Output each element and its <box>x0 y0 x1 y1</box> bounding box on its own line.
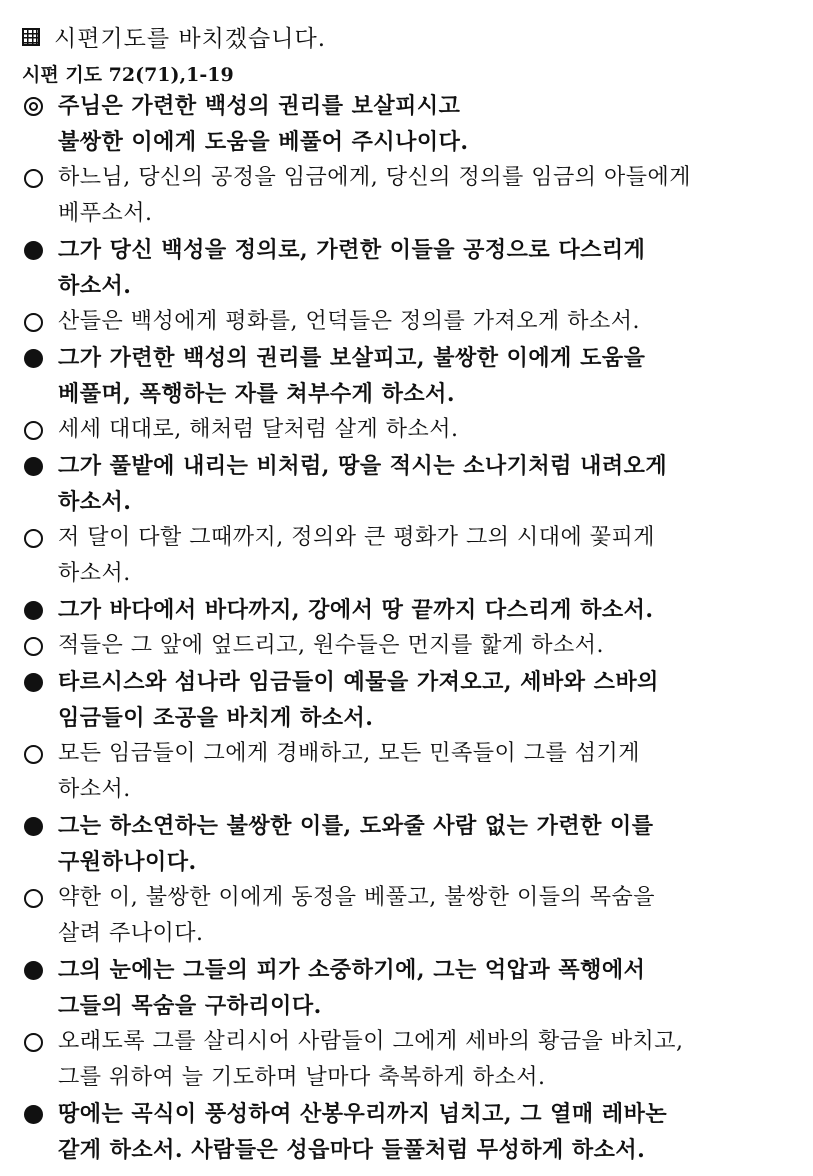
verse-line: 그가 당신 백성을 정의로, 가련한 이들을 공정으로 다스리게 <box>58 237 646 263</box>
filled-circle-icon <box>24 961 43 980</box>
prayer-heading <box>22 20 326 53</box>
filled-circle-icon <box>24 349 43 368</box>
verse-marker <box>18 340 58 376</box>
verse-marker <box>18 736 58 772</box>
response-verse <box>18 664 803 736</box>
verse-marker <box>18 664 58 700</box>
leader-verse <box>18 1024 803 1096</box>
verse-line: 땅에는 곡식이 풍성하여 산봉우리까지 넘치고, 그 열매 레바논 <box>58 1101 668 1127</box>
response-verse <box>18 592 803 628</box>
verse-line: 그가 바다에서 바다까지, 강에서 땅 끝까지 다스리게 하소서. <box>58 597 654 623</box>
leader-verse <box>18 880 803 952</box>
prayer-heading-text: 시편기도를 바치겠습니다. <box>54 26 327 52</box>
verse-line: 약한 이, 불쌍한 이에게 동정을 베풀고, 불쌍한 이들의 목숨을 <box>58 885 655 910</box>
filled-circle-icon <box>24 817 43 836</box>
open-circle-icon <box>24 529 43 548</box>
leader-verse <box>18 304 803 340</box>
verse-marker <box>18 1096 58 1132</box>
verse-marker <box>18 160 58 196</box>
verse-line: 모든 임금들이 그에게 경배하고, 모든 민족들이 그를 섬기게 <box>58 741 640 766</box>
response-verse <box>18 232 803 304</box>
verse-marker <box>18 412 58 448</box>
verse-marker <box>18 628 58 664</box>
verse-line: 적들은 그 앞에 엎드리고, 원수들은 먼지를 핥게 하소서. <box>58 633 604 658</box>
open-circle-icon <box>24 637 43 656</box>
double-circle-icon <box>24 97 43 116</box>
verse-line: 살려 주나이다. <box>58 921 204 946</box>
leader-verse <box>18 412 803 448</box>
open-circle-icon <box>24 889 43 908</box>
verse-marker <box>18 520 58 556</box>
verse-line: 그의 눈에는 그들의 피가 소중하기에, 그는 억압과 폭행에서 <box>58 957 646 983</box>
verse-line: 세세 대대로, 해처럼 달처럼 살게 하소서. <box>58 417 459 442</box>
verse-line: 그들의 목숨을 구하리이다. <box>58 993 322 1019</box>
verse-marker <box>18 88 58 124</box>
response-verse <box>18 1096 803 1168</box>
open-circle-icon <box>24 313 43 332</box>
response-verse <box>18 448 803 520</box>
response-verse <box>18 952 803 1024</box>
open-circle-icon <box>24 1033 43 1052</box>
verse-line: 그는 하소연하는 불쌍한 이를, 도와줄 사람 없는 가련한 이를 <box>58 813 654 839</box>
verse-marker <box>18 880 58 916</box>
verse-line: 하소서. <box>58 489 132 515</box>
leader-verse <box>18 520 803 592</box>
verse-marker <box>18 808 58 844</box>
verse-list <box>18 88 803 1168</box>
open-circle-icon <box>24 745 43 764</box>
verse-marker <box>18 952 58 988</box>
verse-line: 저 달이 다할 그때까지, 정의와 큰 평화가 그의 시대에 꽃피게 <box>58 525 655 550</box>
verse-marker <box>18 592 58 628</box>
filled-circle-icon <box>24 673 43 692</box>
verse-line: 산들은 백성에게 평화를, 언덕들은 정의를 가져오게 하소서. <box>58 309 640 334</box>
open-circle-icon <box>24 169 43 188</box>
open-circle-icon <box>24 421 43 440</box>
response-verse <box>18 808 803 880</box>
verse-line: 불쌍한 이에게 도움을 베풀어 주시나이다. <box>58 129 469 155</box>
verse-marker <box>18 448 58 484</box>
response-verse <box>18 340 803 412</box>
verse-line: 베풀며, 폭행하는 자를 쳐부수게 하소서. <box>58 381 455 407</box>
verse-line: 임금들이 조공을 바치게 하소서. <box>58 705 374 731</box>
leader-verse <box>18 736 803 808</box>
filled-circle-icon <box>24 1105 43 1124</box>
leader-verse <box>18 628 803 664</box>
verse-marker <box>18 1024 58 1060</box>
psalm-reference: 시편 기도 72(71),1-19 <box>22 64 234 86</box>
verse-line: 하소서. <box>58 273 132 299</box>
verse-line: 구원하나이다. <box>58 849 197 875</box>
leader-verse <box>18 160 803 232</box>
verse-line: 같게 하소서. 사람들은 성읍마다 들풀처럼 무성하게 하소서. <box>58 1137 646 1163</box>
verse-marker <box>18 304 58 340</box>
filled-circle-icon <box>24 457 43 476</box>
grid-icon <box>22 28 40 46</box>
refrain-verse <box>18 88 803 160</box>
filled-circle-icon <box>24 241 43 260</box>
verse-line: 베푸소서. <box>58 201 153 226</box>
verse-line: 오래도록 그를 살리시어 사람들이 그에게 세바의 황금을 바치고, <box>58 1029 684 1054</box>
verse-line: 타르시스와 섬나라 임금들이 예물을 가져오고, 세바와 스바의 <box>58 669 659 695</box>
verse-line: 그를 위하여 늘 기도하며 날마다 축복하게 하소서. <box>58 1065 546 1090</box>
verse-line: 주님은 가련한 백성의 권리를 보살피시고 <box>58 93 461 119</box>
verse-line: 그가 풀밭에 내리는 비처럼, 땅을 적시는 소나기처럼 내려오게 <box>58 453 668 479</box>
verse-marker <box>18 232 58 268</box>
filled-circle-icon <box>24 601 43 620</box>
verse-line: 하소서. <box>58 777 131 802</box>
verse-line: 하소서. <box>58 561 131 586</box>
verse-line: 그가 가련한 백성의 권리를 보살피고, 불쌍한 이에게 도움을 <box>58 345 646 371</box>
verse-line: 하느님, 당신의 공정을 임금에게, 당신의 정의를 임금의 아들에게 <box>58 165 691 190</box>
